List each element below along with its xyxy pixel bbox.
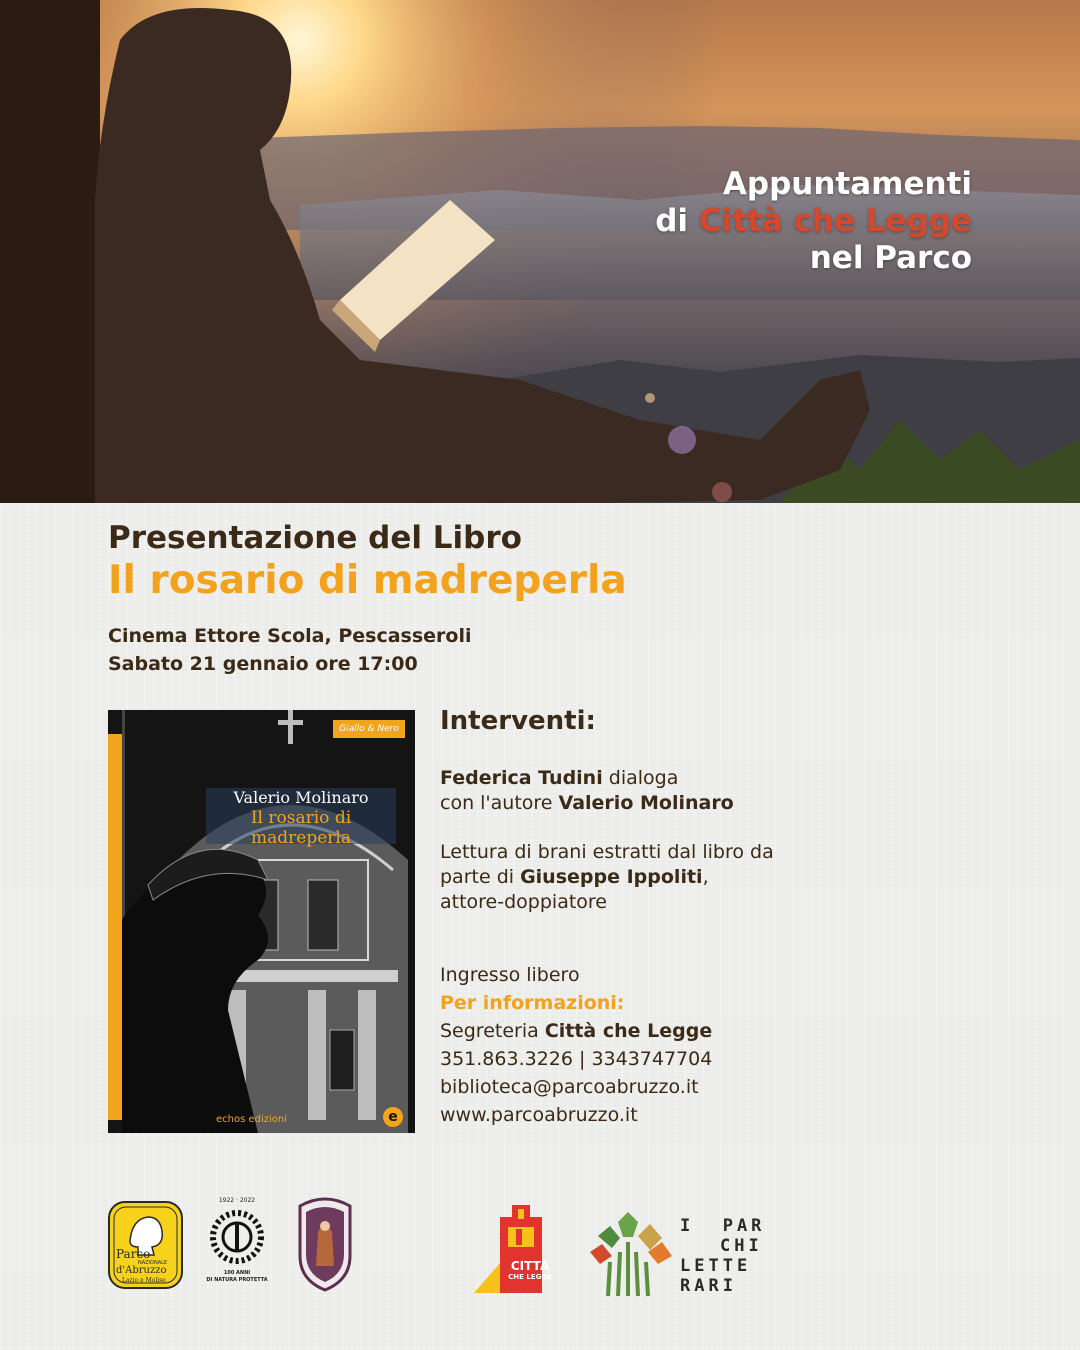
- cover-spine-stripe: [108, 734, 122, 1120]
- event-venue: Cinema Ettore Scola, Pescasseroli: [108, 625, 472, 647]
- speaker1-text: dialoga: [602, 767, 679, 789]
- centenary-logo: [202, 1197, 272, 1289]
- contact-block: [440, 961, 860, 1129]
- parchi-row1: I PAR: [680, 1216, 766, 1236]
- info-label: Per informazioni:: [440, 992, 625, 1014]
- speaker1-name: Federica Tudini: [440, 767, 603, 789]
- secretariat-line: [440, 1017, 860, 1045]
- parchi-row3: LETTE: [680, 1256, 752, 1276]
- ccl-line1: CITTÀ: [510, 1259, 550, 1273]
- parchi-letterari-logo: [588, 1212, 770, 1298]
- email-link[interactable]: biblioteca@parcoabruzzo.it: [440, 1076, 699, 1098]
- book-title-heading: Il rosario di madreperla: [108, 558, 627, 603]
- parchi-row4: RARI: [680, 1276, 737, 1296]
- cover-artwork: [108, 710, 415, 1133]
- ccl-line2: CHE LEGGE: [508, 1273, 552, 1281]
- reading-line2: [440, 865, 860, 890]
- interventi-heading: Interventi:: [440, 706, 596, 736]
- centenary-line2: DI NATURA PROTETTA: [206, 1277, 268, 1283]
- reader-name: Giuseppe Ippoliti: [520, 866, 703, 888]
- hero-title-line2: [655, 203, 972, 240]
- author-line: [440, 791, 860, 816]
- event-heading: Presentazione del Libro: [108, 520, 522, 556]
- speaker1-line: [440, 766, 860, 791]
- publisher-mark-icon: e: [383, 1107, 403, 1127]
- citta-che-legge-icon: [474, 1203, 560, 1295]
- event-venue-block: [108, 622, 472, 678]
- parco-name: Parco: [116, 1247, 151, 1261]
- entry-text: Ingresso libero: [440, 964, 580, 986]
- website-link[interactable]: www.parcoabruzzo.it: [440, 1104, 638, 1126]
- hero-photo: [0, 0, 1080, 503]
- hero-title-line1: Appuntamenti: [722, 166, 972, 202]
- with-author-text: con l'autore: [440, 792, 559, 814]
- hero-title-line3: nel Parco: [809, 240, 972, 276]
- secretariat-name: Città che Legge: [544, 1020, 713, 1042]
- parco-abruzzo-logo: [108, 1201, 183, 1289]
- tree-icon: [588, 1212, 674, 1298]
- author-name: Valerio Molinaro: [558, 792, 734, 814]
- parco-abruzzo: d'Abruzzo: [116, 1265, 167, 1276]
- secretariat-prefix: Segreteria: [440, 1020, 545, 1042]
- details-column: [440, 706, 860, 1129]
- centenary-emblem-icon: [202, 1207, 272, 1267]
- centenary-line1: 100 ANNI: [223, 1270, 251, 1276]
- crest-icon: [294, 1196, 356, 1292]
- hero-title-accent: Città che Legge: [698, 203, 972, 239]
- citta-che-legge-logo: [474, 1203, 560, 1295]
- book-cover: [108, 710, 415, 1133]
- cover-title: Il rosario di madreperla: [250, 808, 352, 848]
- parco-nazionale: NAZIONALE: [138, 1260, 168, 1266]
- reader-role: attore-doppiatore: [440, 891, 607, 913]
- reading-prefix: parte di: [440, 866, 521, 888]
- parchi-row2: CHI: [720, 1236, 763, 1256]
- centenary-years: 1922 · 2022: [218, 1197, 256, 1204]
- reader-suffix: ,: [702, 866, 709, 888]
- parco-regions: Lazio e Molise: [122, 1277, 166, 1284]
- hero-title-prefix: di: [655, 203, 699, 239]
- hero-title: [655, 166, 972, 277]
- cover-author: Valerio Molinaro: [233, 788, 369, 807]
- phone-numbers[interactable]: 351.863.3226 | 3343747704: [440, 1048, 713, 1070]
- reading-line1: Lettura di brani estratti dal libro da: [440, 841, 774, 863]
- cover-series-tag: Giallo & Nero: [333, 720, 405, 738]
- event-datetime: Sabato 21 gennaio ore 17:00: [108, 653, 418, 675]
- municipal-crest-logo: [294, 1196, 356, 1292]
- cover-publisher: echos edizioni: [216, 1114, 288, 1125]
